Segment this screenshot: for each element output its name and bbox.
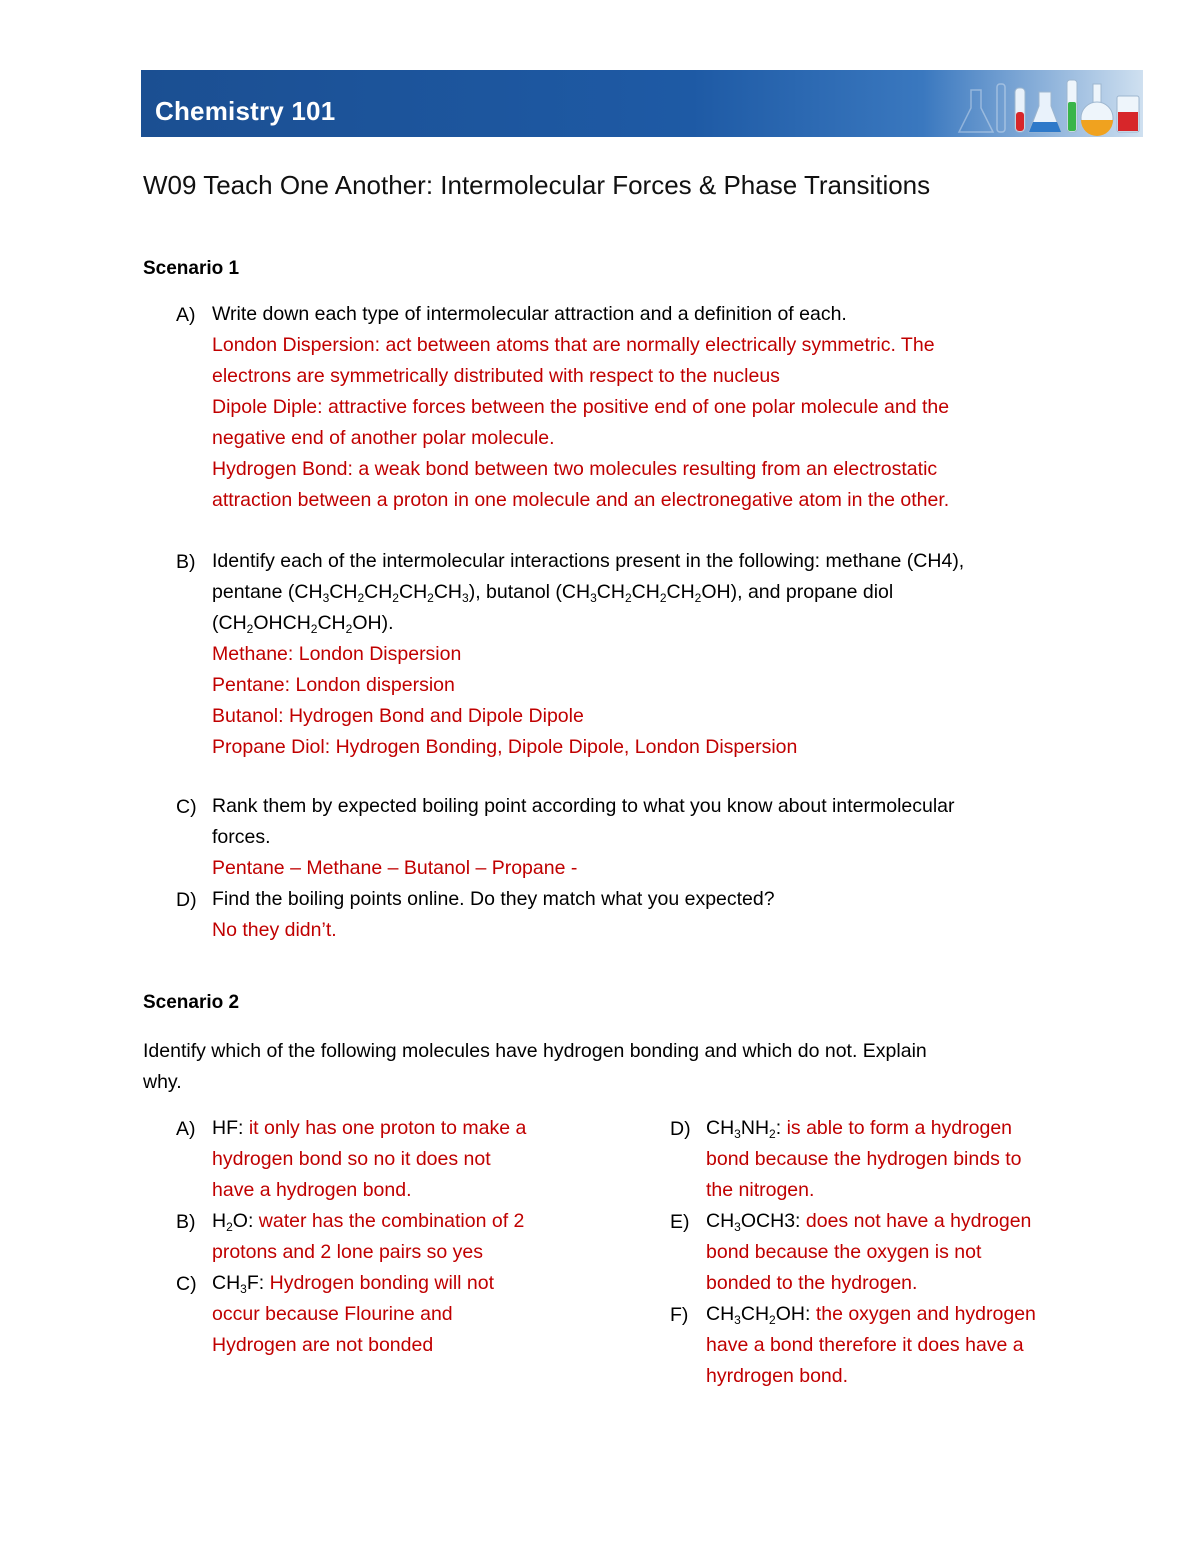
item-d-line: $CH_3NH_2$: is able to form a hydrogen xyxy=(706,1117,1013,1141)
course-title: Chemistry 101 xyxy=(155,96,336,126)
scenario1-heading: Scenario 1 xyxy=(143,258,240,279)
item-c-line: Hydrogen are not bonded xyxy=(212,1334,434,1356)
item-d-line: the nitrogen. xyxy=(706,1179,815,1201)
lab-glassware-icon xyxy=(953,70,1143,137)
answer-a-line: attraction between a proton in one molecule and an electronegative atom in the other. xyxy=(212,489,950,511)
item-b-line: protons and 2 lone pairs so yes xyxy=(212,1241,484,1263)
question-b-label: B) xyxy=(176,551,196,573)
item-c-line: $CH_3F$: Hydrogen bonding will not xyxy=(212,1272,495,1296)
answer-b-line: Propane Diol: Hydrogen Bonding, Dipole Dipole, London Dispersion xyxy=(212,736,798,758)
item-a-line: hydrogen bond so no it does not xyxy=(212,1148,491,1170)
scenario2-heading: Scenario 2 xyxy=(143,992,240,1013)
scenario2-intro-line2: why. xyxy=(143,1071,182,1093)
item-d-line: bond because the hydrogen binds to xyxy=(706,1148,1022,1170)
item-d-label: D) xyxy=(670,1118,691,1140)
item-a-line: have a hydrogen bond. xyxy=(212,1179,412,1201)
question-c-label: C) xyxy=(176,796,197,818)
item-e-line: bonded to the hydrogen. xyxy=(706,1272,918,1294)
item-f-line: hyrdrogen bond. xyxy=(706,1365,849,1387)
item-a-line: HF: it only has one proton to make a xyxy=(212,1117,527,1139)
scenario2-intro-line1: Identify which of the following molecules have hydrogen bonding and which do not. Explain xyxy=(143,1040,927,1062)
question-c-line1: Rank them by expected boiling point according to what you know about intermolecular xyxy=(212,795,955,817)
item-b-label: B) xyxy=(176,1211,196,1233)
document-title: W09 Teach One Another: Intermolecular Forces & Phase Transitions xyxy=(143,170,931,200)
answer-a-line: Hydrogen Bond: a weak bond between two molecules resulting from an electrostatic xyxy=(212,458,938,480)
item-c-label: C) xyxy=(176,1273,197,1295)
answer-d: No they didn’t. xyxy=(212,919,337,941)
item-f-line: have a bond therefore it does have a xyxy=(706,1334,1024,1356)
answer-b-line: Methane: London Dispersion xyxy=(212,643,462,665)
answer-b-line: Butanol: Hydrogen Bond and Dipole Dipole xyxy=(212,705,584,727)
answer-a-line: London Dispersion: act between atoms that are normally electrically symmetric. The xyxy=(212,334,935,356)
item-e-label: E) xyxy=(670,1211,690,1233)
question-b-line2: pentane $(CH_3CH_2CH_2CH_2CH_3)$, butanol $(CH_3CH_2CH_2CH_2OH)$, and propane diol xyxy=(212,581,894,605)
item-f-label: F) xyxy=(670,1304,689,1326)
question-b-line1: Identify each of the intermolecular interactions present in the following: methane (CH4), xyxy=(212,550,965,572)
item-f-line: $CH_3CH_2OH$: the oxygen and hydrogen xyxy=(706,1303,1036,1327)
answer-a-line: Dipole Diple: attractive forces between the positive end of one polar molecule and the xyxy=(212,396,950,418)
answer-c: Pentane – Methane – Butanol – Propane - xyxy=(212,857,578,879)
question-c-line2: forces. xyxy=(212,826,271,848)
question-a-text: Write down each type of intermolecular attraction and a definition of each. xyxy=(212,303,847,325)
question-d-label: D) xyxy=(176,889,197,911)
item-a-label: A) xyxy=(176,1118,196,1140)
answer-a-line: electrons are symmetrically distributed with respect to the nucleus xyxy=(212,365,780,387)
answer-b-line: Pentane: London dispersion xyxy=(212,674,455,696)
item-e-line: bond because the oxygen is not xyxy=(706,1241,982,1263)
question-b-line3: $(CH_2OHCH_2CH_2OH)$. xyxy=(212,612,394,636)
item-c-line: occur because Flourine and xyxy=(212,1303,453,1325)
header-banner xyxy=(141,70,1143,137)
answer-a-line: negative end of another polar molecule. xyxy=(212,427,555,449)
question-d-text: Find the boiling points online. Do they match what you expected? xyxy=(212,888,775,910)
item-e-line: $CH_3OCH3$: does not have a hydrogen xyxy=(706,1210,1032,1234)
question-a-label: A) xyxy=(176,304,196,326)
item-b-line: $H_2O$: water has the combination of 2 xyxy=(212,1210,525,1234)
